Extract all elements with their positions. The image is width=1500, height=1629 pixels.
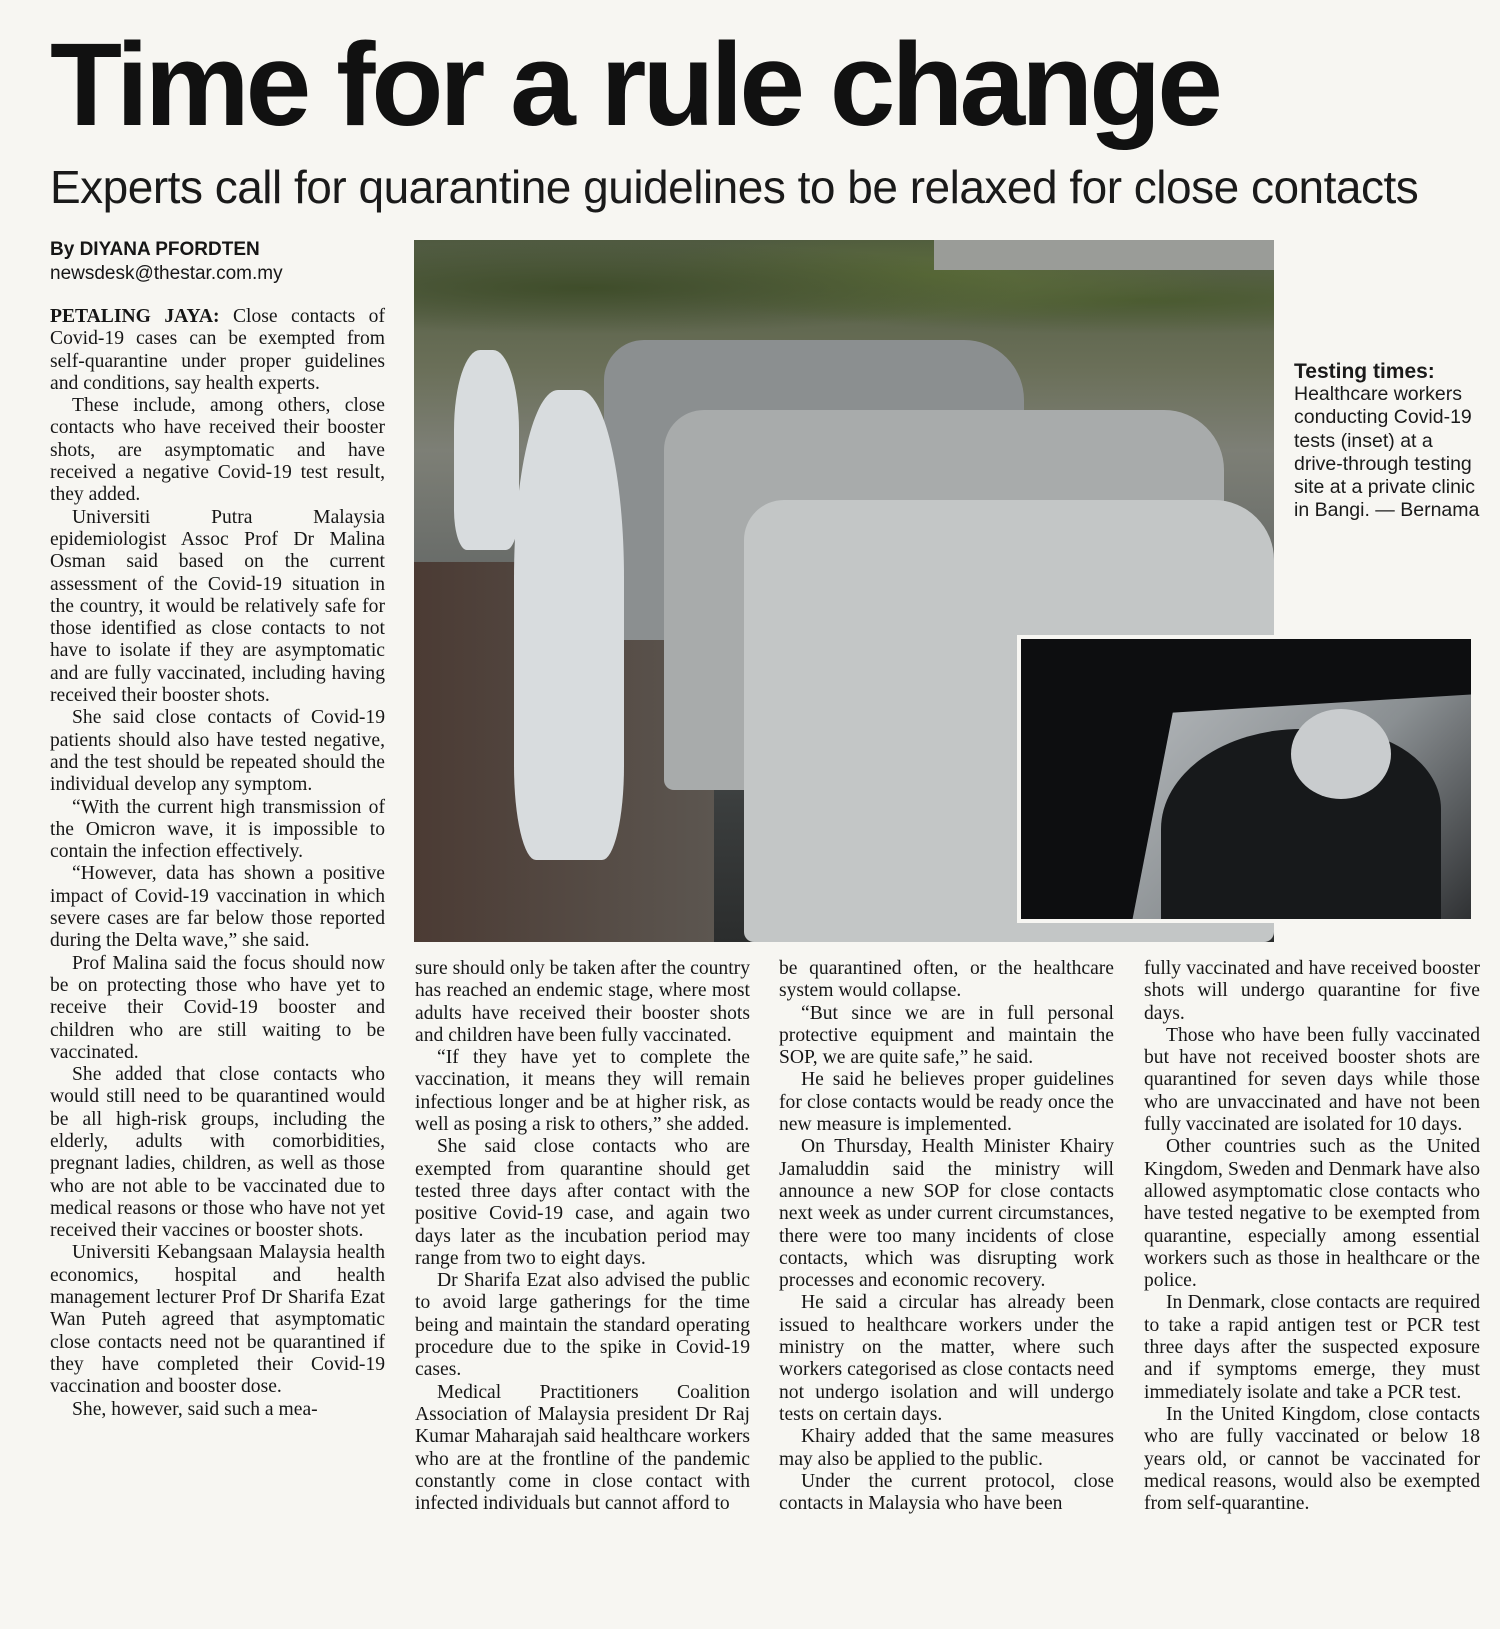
byline: [50, 238, 390, 286]
article-paragraph: “With the current high transmission of the Omicron wave, it is impossible to contain the infection effectively.: [50, 796, 385, 863]
article-paragraph: She added that close contacts who would still need to be quarantined would be all high-risk groups, including the elderly, adults with comorbidities, pregnant ladies, children, as well as those who are not able to be vaccinated due to medical reasons or those who have not yet received their vaccines or booster shots.: [50, 1064, 385, 1242]
article-paragraph: Universiti Putra Malaysia epidemiologist Assoc Prof Dr Malina Osman said based on the current assessment of the Covid-19 situation in the country, it would be relatively safe for those identified as close contacts to not have to isolate if they are asymptomatic and are fully vaccinated, including having received their booster shots.: [50, 506, 385, 707]
article-paragraph: be quarantined often, or the healthcare system would collapse.: [779, 958, 1114, 1002]
article-paragraph: “But since we are in full personal protective equipment and maintain the SOP, we are quite safe,” he said.: [779, 1002, 1114, 1069]
article-paragraph: On Thursday, Health Minister Khairy Jamaluddin said the ministry will announce a new SOP for close contacts next week as under current circumstances, there were too many incidents of close contacts, which was disrupting work processes and economic recovery.: [779, 1136, 1114, 1292]
article-paragraph: She, however, said such a mea-: [72, 1398, 318, 1420]
article-paragraph: She said close contacts who are exempted from quarantine should get tested three days after contact with the positive Covid-19 case, and again two days later as the incubation period may range from two to eight days.: [415, 1136, 750, 1269]
byline-email: newsdesk@thestar.com.my: [50, 263, 283, 284]
photo-caption: [1294, 360, 1484, 522]
article-paragraph: “If they have yet to complete the vaccination, it means they will remain infectious longer and be at higher risk, as well as posing a risk to others,” she added.: [415, 1047, 750, 1136]
article-paragraph: She said close contacts of Covid-19 patients should also have tested negative, and the test should be repeated should the individual develop any symptom.: [50, 707, 385, 796]
caption-title: Testing times:: [1294, 360, 1435, 383]
article-paragraph: Dr Sharifa Ezat also advised the public to avoid large gatherings for the time being and maintain the standard operating procedure due to the spike in Covid-19 cases.: [415, 1270, 750, 1381]
article-paragraph: Other countries such as the United Kingdom, Sweden and Denmark have also allowed asymptomatic close contacts who have tested negative to be exempted from quarantine, especially among essential workers such as those in healthcare or the police.: [1144, 1136, 1480, 1292]
article-paragraph: “However, data has shown a positive impact of Covid-19 vaccination in which severe cases are far below those reported during the Delta wave,” she said.: [50, 863, 385, 952]
article-paragraph: PETALING JAYA: Close contacts of Covid-19 cases can be exempted from self-quarantine under proper guidelines and conditions, say health experts.: [50, 306, 386, 394]
photo-canopy: [934, 240, 1274, 270]
article-paragraph: He said a circular has already been issued to healthcare workers under the ministry on the matter, where such workers categorised as close contacts need not undergo isolation and will undergo tests on certain days.: [779, 1292, 1114, 1425]
article-column-4: [1144, 958, 1480, 1515]
photo-worker-1: [454, 350, 519, 550]
article-paragraph: In the United Kingdom, close contacts who are fully vaccinated or below 18 years old, or cannot be vaccinated for medical reasons, would also be exempted from self-quarantine.: [1144, 1403, 1480, 1515]
article-paragraph: sure should only be taken after the country has reached an endemic stage, where most adults have received their booster shots and children have been fully vaccinated.: [415, 958, 750, 1046]
article-paragraph: Khairy added that the same measures may also be applied to the public.: [779, 1426, 1114, 1470]
article-paragraph: Medical Practitioners Coalition Association of Malaysia president Dr Raj Kumar Maharajah said healthcare workers who are at the frontline of the pandemic constantly come in close contact with infected individuals but cannot afford to: [415, 1381, 750, 1515]
inset-photo: [1017, 635, 1475, 923]
subheadline: Experts call for quarantine guidelines to be relaxed for close contacts: [50, 161, 1419, 213]
article-paragraph: Prof Malina said the focus should now be on protecting those who have yet to receive their Covid-19 booster and children who are still waiting to be vaccinated.: [50, 952, 385, 1063]
article-paragraph: These include, among others, close contacts who have received their booster shots, are asymptomatic and have received a negative Covid-19 test result, they added.: [50, 395, 385, 506]
article-column-1: [50, 306, 385, 1421]
article-paragraph: Under the current protocol, close contacts in Malaysia who have been: [779, 1470, 1114, 1515]
article-paragraph: fully vaccinated and have received booster shots will undergo quarantine for five days.: [1144, 958, 1480, 1024]
article-paragraph: Universiti Kebangsaan Malaysia health economics, hospital and health management lecturer Prof Dr Sharifa Ezat Wan Puteh agreed that asymptomatic close contacts need not be quarantined if they have completed their Covid-19 vaccination and booster dose.: [50, 1242, 385, 1398]
article-column-2: [415, 958, 750, 1515]
article-paragraph: Those who have been fully vaccinated but have not received booster shots are quarantined for seven days while those who are unvaccinated and have not been fully vaccinated are isolated for 10 days.: [1144, 1024, 1480, 1136]
article-column-3: [779, 958, 1114, 1515]
headline: Time for a rule change: [50, 19, 1219, 151]
photo-worker-2: [514, 390, 624, 860]
caption-text: Healthcare workers conducting Covid-19 tests (inset) at a drive-through testing site at a private clinic in Bangi. — Bernama: [1294, 383, 1480, 522]
article-paragraph: In Denmark, close contacts are required to take a rapid antigen test or PCR test three days after the suspected exposure and if symptoms emerge, they must immediately isolate and take a PCR test.: [1144, 1292, 1480, 1403]
article-paragraph: He said he believes proper guidelines for close contacts would be ready once the new measure is implemented.: [779, 1069, 1114, 1136]
dateline: PETALING JAYA:: [50, 306, 220, 327]
byline-author: By DIYANA PFORDTEN: [50, 239, 260, 260]
inset-worker-face: [1291, 709, 1391, 799]
